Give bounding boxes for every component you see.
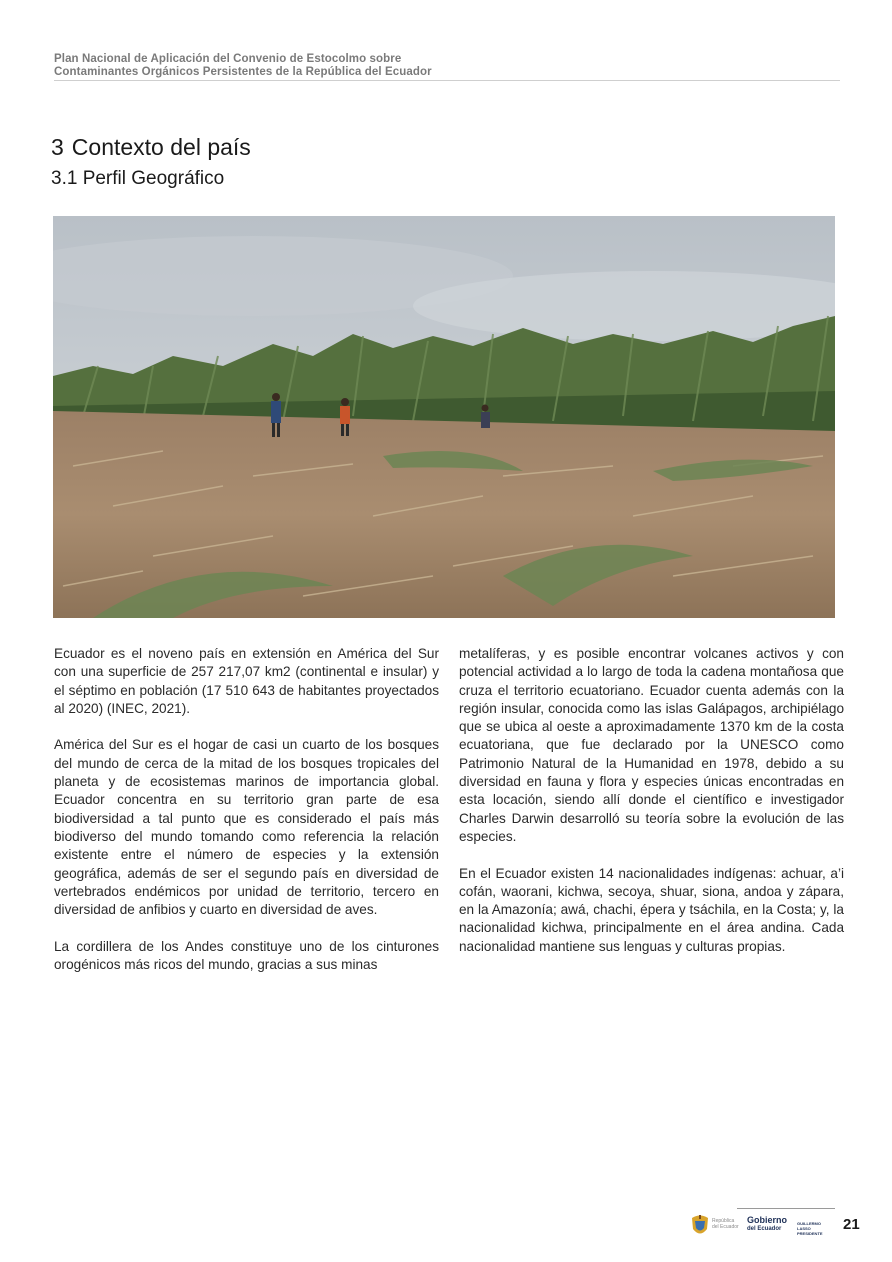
government-logo-line-2: del Ecuador xyxy=(747,1226,782,1232)
section-title: Contexto del país xyxy=(71,134,251,160)
government-logo-line-1: Gobierno xyxy=(747,1215,787,1225)
paragraph-extension: Ecuador es el noveno país en extensión en América del Sur con una superficie de 257 217,07 km2 (continental e insular) y el séptimo en población (17 510 643 de habitantes proyectados al 2020) (INEC, 2021). xyxy=(54,646,439,716)
subsection-heading: 3.1 Perfil Geográfico xyxy=(51,168,225,189)
government-logo xyxy=(747,1216,787,1234)
running-header xyxy=(54,53,838,79)
running-header-line-1: Plan Nacional de Aplicación del Convenio de Estocolmo sobre xyxy=(54,53,402,65)
section-heading xyxy=(51,134,251,161)
header-divider xyxy=(54,80,840,81)
body-column-right xyxy=(459,645,844,974)
sugarcane-field-photo xyxy=(53,216,835,618)
paragraph-andes: La cordillera de los Andes constituye uno de los cinturones orogénicos más ricos del mundo, gracias a sus minas xyxy=(54,938,439,973)
section-number: 3 xyxy=(51,134,64,160)
paragraph-galapagos: metalíferas, y es posible encontrar volcanes activos y con potencial actividad a lo largo de toda la cadena montañosa que cruza el territorio ecuatoriano. Ecuador cuenta además con la región insular, conocida como las islas Galápagos, archipiélago que se ubica al oeste a aproximadamente 1370 km de la costa ecuatoriana, que fue declarado por la UNESCO como Patrimonio Natural de la Humanidad en 1978, debido a su diversidad en fauna y flora y especies únicas encontradas en esta locación, siendo allí donde el científico e investigador Charles Darwin desarrolló su teoría sobre la evolución de las especies. xyxy=(459,646,844,844)
ministry-logo-text: República del Ecuador xyxy=(712,1218,739,1230)
running-header-line-2: Contaminantes Orgánicos Persistentes de la República del Ecuador xyxy=(54,66,432,78)
president-logo-text: GUILLERMO LASSO PRESIDENTE xyxy=(797,1221,823,1236)
paragraph-biodiversity: América del Sur es el hogar de casi un cuarto de los bosques del mundo de cerca de la mitad de los bosques tropicales del planeta y de ecosistemas marinos de importancia global. Ecuador concentra en su territorio gran parte de esa biodiversidad a tal punto que es considerado el país más biodiverso del mundo tomando como referencia la relación existente entre el número de especies y la extensión geográfica, además de ser el segundo país en diversidad de vertebrados endémicos por unidad de territorio, tercero en diversidad de anfibios y cuarto en diversidad de aves. xyxy=(54,737,439,918)
paragraph-nationalities: En el Ecuador existen 14 nacionalidades indígenas: achuar, a’i cofán, waorani, kichwa, secoya, shuar, siona, andoa y zápara, en la Amazonía; awá, chachi, épera y tsáchila, en la Costa; y, la nacionalidad kichwa, principalmente en el área andina. Cada nacionalidad mantiene sus lenguas y culturas propias. xyxy=(459,865,844,954)
coat-of-arms-icon xyxy=(690,1214,710,1238)
body-column-left xyxy=(54,645,439,993)
footer-divider xyxy=(737,1208,835,1209)
page-number: 21 xyxy=(843,1216,860,1233)
